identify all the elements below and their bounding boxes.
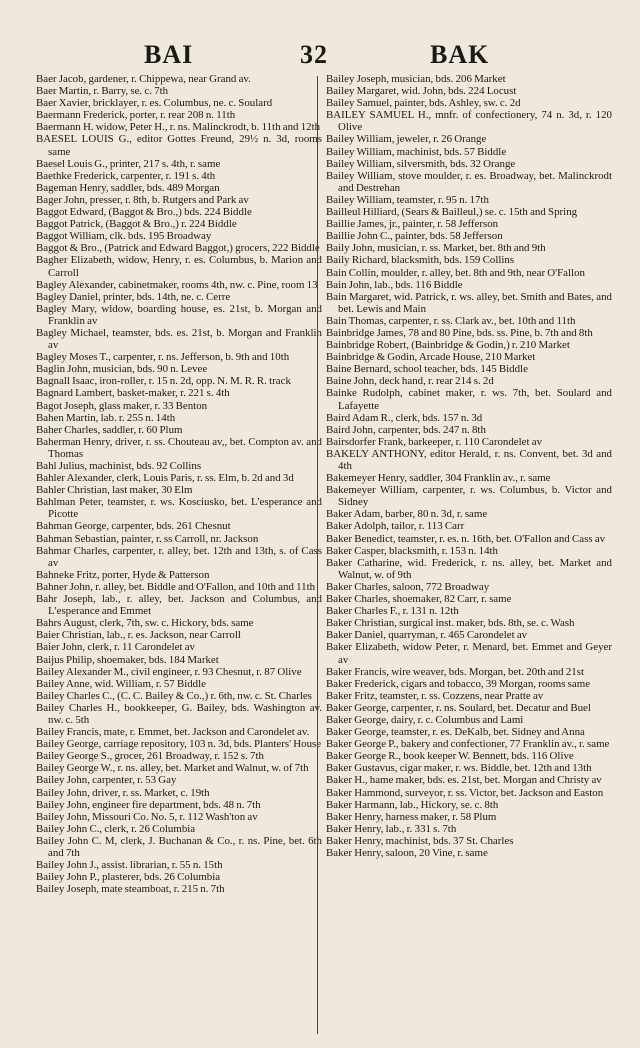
directory-entry: Baker Daniel, quarryman, r. 465 Carondelet av bbox=[326, 629, 528, 642]
directory-entry: Baer Jacob, gardener, r. Chippewa, near Grand av. bbox=[36, 73, 251, 85]
page-number: 32 bbox=[300, 40, 328, 69]
directory-entry: Bainbridge & Godin, Arcade House, 210 Market bbox=[326, 351, 536, 364]
directory-entry: Bagley Mary, widow, boarding house, es. 21st, b. Morgan and Franklin av bbox=[36, 302, 322, 327]
directory-entry: Bahen Martin, lab. r. 255 n. 14th bbox=[36, 411, 176, 424]
directory-entry: Baker Henry, saloon, 20 Vine, r. same bbox=[326, 847, 488, 859]
directory-entry: Baker George, dairy, r. c. Columbus and Lami bbox=[326, 713, 524, 726]
directory-entry: Baker H., hame maker, bds. es. 21st, bet. Morgan and Christy av bbox=[326, 774, 602, 787]
directory-entry: Bailey John, engineer fire department, bds. 48 n. 7th bbox=[36, 798, 261, 811]
directory-entry: Bailey John C., clerk, r. 26 Columbia bbox=[36, 822, 196, 835]
directory-entry: Baker Casper, blacksmith, r. 153 n. 14th bbox=[326, 544, 498, 557]
directory-entry: Baird Adam R., clerk, bds. 157 n. 3d bbox=[326, 411, 483, 424]
directory-entry: Baggot Patrick, (Baggot & Bro.,) r. 224 Biddle bbox=[36, 218, 237, 231]
directory-entry: Bain John, lab., bds. 116 Biddle bbox=[326, 278, 463, 291]
directory-entry: Bahneke Fritz, porter, Hyde & Patterson bbox=[36, 568, 210, 581]
directory-entry: Bahmar Charles, carpenter, r. alley, bet. 12th and 13th, s. of Cass av bbox=[36, 544, 322, 569]
directory-entry: Baker Hammond, surveyor, r. ss. Victor, bet. Jackson and Easton bbox=[326, 786, 604, 799]
directory-entry: Baggot William, clk. bds. 195 Broadway bbox=[36, 230, 212, 243]
directory-entry: BAESEL LOUIS G., editor Gottes Freund, 29½ n. 3d, rooms same bbox=[36, 133, 322, 158]
directory-entry: Baker Gustavus, cigar maker, r. ws. Biddle, bet. 12th and 13th bbox=[326, 762, 592, 775]
directory-entry: Bailey Anne, wid. William, r. 57 Biddle bbox=[36, 677, 206, 690]
directory-entry: Baker Charles, shoemaker, 82 Carr, r. same bbox=[326, 593, 512, 606]
directory-entry: Baethke Frederick, carpenter, r. 191 s. 4th bbox=[36, 169, 216, 182]
left-column bbox=[36, 73, 322, 895]
directory-entry: Baker Charles F., r. 131 n. 12th bbox=[326, 605, 459, 618]
directory-entry: Bailey George S., grocer, 261 Broadway, r. 152 s. 7th bbox=[36, 750, 264, 763]
directory-entry: Bain Collin, moulder, r. alley, bet. 8th and 9th, near O'Fallon bbox=[326, 266, 585, 279]
directory-entry: Bailey William, jeweler, r. 26 Orange bbox=[326, 133, 487, 146]
directory-entry: Baggot & Bro., (Patrick and Edward Baggot,) grocers, 222 Biddle bbox=[36, 242, 320, 255]
directory-entry: Bailey George W., r. ns. alley, bet. Market and Walnut, w. of 7th bbox=[36, 762, 309, 775]
directory-entry: Bakemeyer Henry, saddler, 304 Franklin av., r. same bbox=[326, 472, 551, 485]
directory-entry: Bailey Margaret, wid. John, bds. 224 Locust bbox=[326, 85, 517, 98]
directory-entry: Bailey William, machinist, bds. 57 Biddle bbox=[326, 145, 507, 158]
directory-entry: Baesel Louis G., printer, 217 s. 4th, r. same bbox=[36, 157, 221, 170]
directory-entry: Baker Henry, lab., r. 331 s. 7th bbox=[326, 822, 457, 835]
directory-entry: Baker Harmann, lab., Hickory, se. c. 8th bbox=[326, 798, 499, 811]
directory-entry: Baillie John C., painter, bds. 58 Jefferson bbox=[326, 230, 503, 243]
directory-entry: Baker Adolph, tailor, r. 113 Carr bbox=[326, 520, 465, 533]
directory-entry: Bailey John, Missouri Co. No. 5, r. 112 Wash'ton av bbox=[36, 810, 258, 823]
directory-entry: Bailey Joseph, musician, bds. 206 Market bbox=[326, 73, 506, 85]
directory-entry: Bainbridge Robert, (Bainbridge & Godin,) r. 210 Market bbox=[326, 339, 570, 352]
header-right-guide: BAK bbox=[430, 40, 490, 69]
directory-entry: Bailey Charles H., bookkeeper, G. Bailey, bds. Washington av. nw. c. 5th bbox=[36, 701, 322, 726]
directory-entry: Bagnall Isaac, iron-roller, r. 15 n. 2d, opp. N. M. R. R. track bbox=[36, 375, 291, 388]
directory-entry: Bailey Francis, mate, r. Emmet, bet. Jackson and Carondelet av. bbox=[36, 726, 310, 739]
directory-entry: Baggot Edward, (Baggot & Bro.,) bds. 224 Biddle bbox=[36, 206, 252, 219]
directory-entry: Bahrs August, clerk, 7th, sw. c. Hickory, bds. same bbox=[36, 617, 254, 630]
directory-entry: Baker Benedict, teamster, r. es. n. 16th, bet. O'Fallon and Cass av bbox=[326, 532, 606, 545]
directory-entry: Baer Martin, r. Barry, se. c. 7th bbox=[36, 85, 169, 98]
directory-entry: Bagley Daniel, printer, bds. 14th, ne. c. Cerre bbox=[36, 290, 231, 303]
directory-entry: Baine John, deck hand, r. rear 214 s. 2d bbox=[326, 375, 494, 388]
directory-entry: Bairsdorfer Frank, barkeeper, r. 110 Carondelet av bbox=[326, 435, 543, 448]
directory-entry: Baglin John, musician, bds. 90 n. Levee bbox=[36, 363, 208, 376]
directory-entry: Bailey Charles C., (C. C. Bailey & Co.,) r. 6th, nw. c. St. Charles bbox=[36, 689, 312, 702]
directory-entry: Bailey William, stove moulder, r. es. Broadway, bet. Malinckrodt and Destrehan bbox=[326, 169, 612, 194]
directory-entry: Baker Elizabeth, widow Peter, r. Menard, bet. Emmet and Geyer av bbox=[326, 641, 612, 666]
directory-entry: Baher Charles, saddler, r. 60 Plum bbox=[36, 423, 183, 436]
directory-entry: Bainke Rudolph, cabinet maker, r. ws. 7th, bet. Soulard and Lafayette bbox=[326, 387, 612, 412]
directory-entry: Bain Margaret, wid. Patrick, r. ws. alley, bet. Smith and Bates, and bet. Lewis and Main bbox=[326, 290, 612, 315]
directory-entry: Bailey John P., plasterer, bds. 26 Columbia bbox=[36, 871, 221, 884]
directory-entry: Bailey George, carriage repository, 103 n. 3d, bds. Planters' House bbox=[36, 738, 322, 751]
directory-entry: Bailey William, silversmith, bds. 32 Orange bbox=[326, 157, 516, 170]
directory-entry: Baherman Henry, driver, r. ss. Chouteau av,, bet. Compton av. and Thomas bbox=[36, 435, 322, 460]
directory-entry: Bahr Joseph, lab., r. alley, bet. Jackson and Columbus, and L'esperance and Emmet bbox=[36, 593, 322, 618]
directory-entry: Baily John, musician, r. ss. Market, bet. 8th and 9th bbox=[326, 242, 546, 255]
directory-entry: Bahler Alexander, clerk, Louis Paris, r. ss. Elm, b. 2d and 3d bbox=[36, 472, 294, 485]
directory-entry: Bailey John C. M, clerk, J. Buchanan & Co., r. ns. Pine, bet. 6th and 7th bbox=[36, 834, 322, 859]
directory-entry: Bailey Samuel, painter, bds. Ashley, sw. c. 2d bbox=[326, 97, 521, 110]
directory-entry: Bahl Julius, machinist, bds. 92 Collins bbox=[36, 460, 202, 472]
directory-entry: Baier John, clerk, r. 11 Carondelet av bbox=[36, 641, 195, 654]
directory-entry: Bailey John, driver, r. ss. Market, c. 19th bbox=[36, 786, 210, 799]
directory-entry: Bainbridge James, 78 and 80 Pine, bds. ss. Pine, b. 7th and 8th bbox=[326, 326, 593, 339]
directory-entry: Baker Adam, barber, 80 n. 3d, r. same bbox=[326, 508, 488, 521]
directory-entry: Bagot Joseph, glass maker, r. 33 Benton bbox=[36, 399, 208, 412]
directory-entry: Bain Thomas, carpenter, r. ss. Clark av., bet. 10th and 11th bbox=[326, 314, 576, 327]
right-column bbox=[326, 73, 612, 859]
directory-entry: Baker George R., book keeper W. Bennett, bds. 116 Olive bbox=[326, 750, 574, 763]
directory-entry: Bahman George, carpenter, bds. 261 Chesnut bbox=[36, 520, 231, 533]
directory-entry: Bailey John, carpenter, r. 53 Gay bbox=[36, 774, 177, 787]
directory-entry: Baine Bernard, school teacher, bds. 145 Biddle bbox=[326, 363, 528, 376]
directory-entry: Bageman Henry, saddler, bds. 489 Morgan bbox=[36, 181, 220, 194]
directory-entry: Bagley Alexander, cabinetmaker, rooms 4th, nw. c. Pine, room 13 bbox=[36, 278, 318, 291]
directory-entry: Bailey John J., assist. librarian, r. 55 n. 15th bbox=[36, 859, 223, 872]
directory-entry: Baermann H. widow, Peter H., r. ns. Malinckrodt, b. 11th and 12th bbox=[36, 121, 321, 134]
directory-entry: Bailey William, teamster, r. 95 n. 17th bbox=[326, 193, 489, 206]
directory-entry: Baker Henry, harness maker, r. 58 Plum bbox=[326, 810, 497, 823]
directory-entry: Bailey Alexander M., civil engineer, r. 93 Chesnut, r. 87 Olive bbox=[36, 665, 302, 678]
directory-entry: Baker Charles, saloon, 772 Broadway bbox=[326, 580, 490, 593]
page-header bbox=[20, 40, 620, 70]
directory-entry: Bahman Sebastian, painter, r. ss Carroll, nr. Jackson bbox=[36, 532, 259, 545]
directory-entry: Baker Catharine, wid. Frederick, r. ns. alley, bet. Market and Walnut, w. of 9th bbox=[326, 556, 612, 581]
directory-entry: Bailey Joseph, mate steamboat, r. 215 n. 7th bbox=[36, 883, 225, 896]
directory-entry: Baer Xavier, bricklayer, r. es. Columbus, ne. c. Soulard bbox=[36, 97, 273, 110]
directory-entry: Baker George, carpenter, r. ns. Soulard, bet. Decatur and Buel bbox=[326, 701, 591, 714]
directory-entry: Bahlman Peter, teamster, r. ws. Kosciusko, bet. L'esperance and Picotte bbox=[36, 496, 322, 521]
directory-entry: Baijus Philip, shoemaker, bds. 184 Market bbox=[36, 653, 219, 666]
column-divider bbox=[317, 76, 318, 1034]
directory-entry: Bagley Moses T., carpenter, r. ns. Jefferson, b. 9th and 10th bbox=[36, 351, 290, 364]
directory-entry: Bahler Christian, last maker, 30 Elm bbox=[36, 484, 193, 497]
directory-entry: Baker Christian, surgical inst. maker, bds. 8th, se. c. Wash bbox=[326, 617, 575, 630]
directory-entry: BAILEY SAMUEL H., mnfr. of confectionery, 74 n. 3d, r. 120 Olive bbox=[326, 109, 612, 134]
directory-entry: Baker Fritz, teamster, r. ss. Cozzens, near Pratte av bbox=[326, 689, 544, 702]
directory-entry: Bagnard Lambert, basket-maker, r. 221 s. 4th bbox=[36, 387, 230, 400]
directory-entry: Baird John, carpenter, bds. 247 n. 8th bbox=[326, 423, 486, 436]
directory-entry: Baker Henry, machinist, bds. 37 St. Charles bbox=[326, 834, 514, 847]
directory-entry: Baermann Frederick, porter, r. rear 208 n. 11th bbox=[36, 109, 236, 122]
directory-entry: Bahner John, r. alley, bet. Biddle and O'Fallon, and 10th and 11th bbox=[36, 580, 316, 593]
directory-entry: Bagley Michael, teamster, bds. es. 21st, b. Morgan and Franklin av bbox=[36, 326, 322, 352]
directory-entry: Bailleul Hilliard, (Sears & Bailleul,) se. c. 15th and Spring bbox=[326, 206, 578, 219]
directory-entry: Baker Francis, wire weaver, bds. Morgan, bet. 20th and 21st bbox=[326, 665, 584, 678]
directory-entry: Bakemeyer William, carpenter, r. ws. Columbus, b. Victor and Sidney bbox=[326, 484, 612, 509]
header-left-guide: BAI bbox=[144, 40, 194, 69]
directory-entry: Baker George P., bakery and confectioner, 77 Franklin av., r. same bbox=[326, 738, 610, 751]
directory-entry: Bagher Elizabeth, widow, Henry, r. es. Columbus, b. Marion and Carroll bbox=[36, 254, 322, 279]
directory-entry: Bager John, presser, r. 8th, b. Rutgers and Park av bbox=[36, 193, 249, 206]
directory-entry: Baily Richard, blacksmith, bds. 159 Collins bbox=[326, 254, 515, 267]
directory-entry: Baillie James, jr., painter, r. 58 Jefferson bbox=[326, 218, 499, 231]
directory-entry: Baker George, teamster, r. es. DeKalb, bet. Sidney and Anna bbox=[326, 726, 585, 739]
directory-entry: Baker Frederick, cigars and tobacco, 39 Morgan, rooms same bbox=[326, 677, 591, 690]
directory-entry: BAKELY ANTHONY, editor Herald, r. ns. Convent, bet. 3d and 4th bbox=[326, 447, 612, 472]
directory-entry: Baier Christian, lab., r. es. Jackson, near Carroll bbox=[36, 629, 241, 642]
